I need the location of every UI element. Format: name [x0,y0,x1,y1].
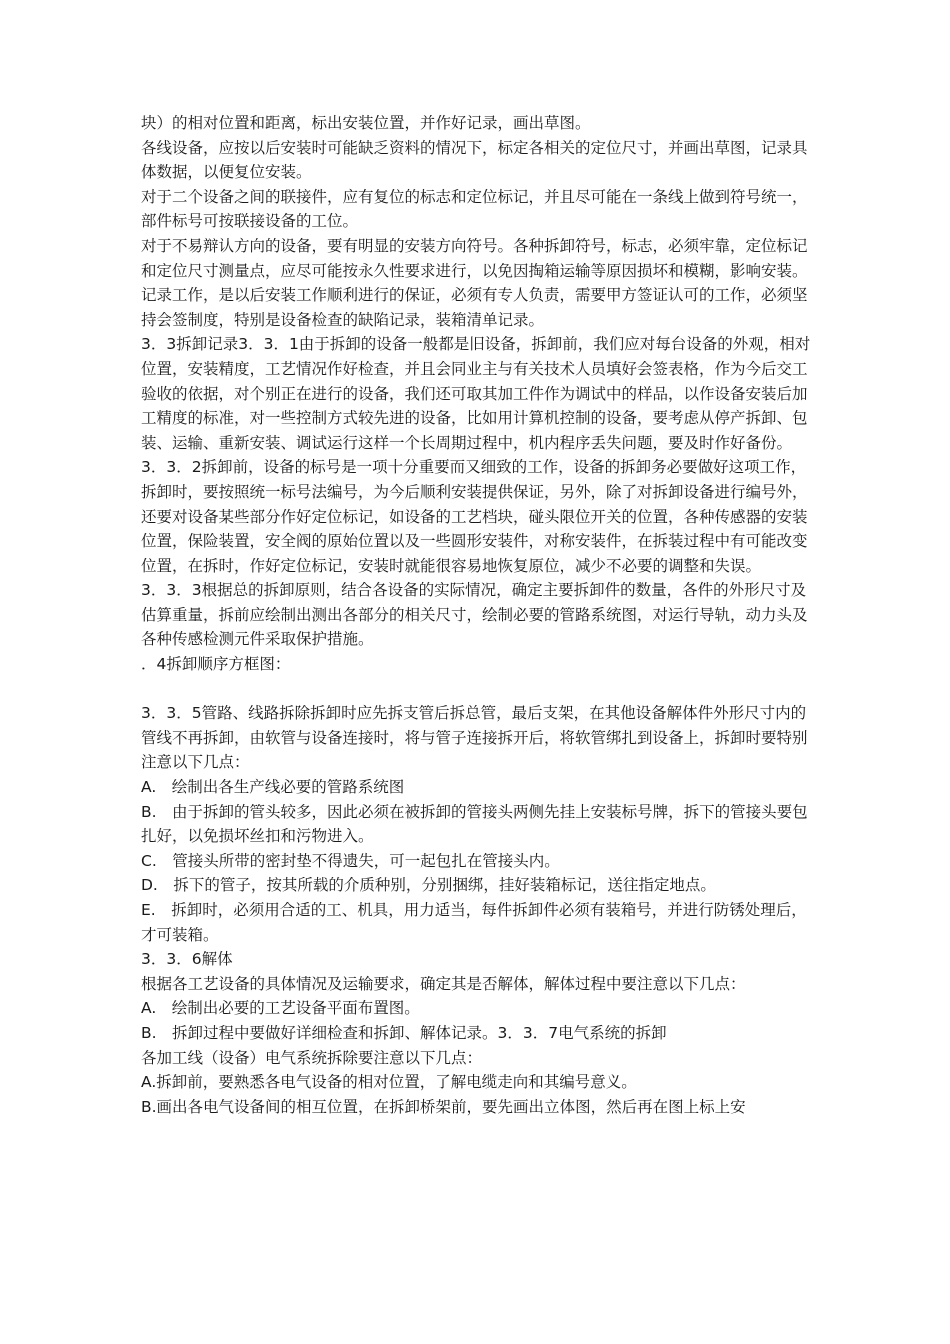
paragraph-16: E. 拆卸时，必须用合适的工、机具，用力适当，每件拆卸件必须有装箱号，并进行防锈处理后，才可装箱。 [141,901,807,944]
paragraph-19: A. 绘制出必要的工艺设备平面布置图。 [141,999,420,1018]
paragraph-7: 3．3．2拆卸前，设备的标号是一项十分重要而又细致的工作，设备的拆卸务必要做好这项工作，拆卸时，要按照统一标号法编号，为今后顺利安装提供保证，另外，除了对拆卸设备进行编号外，还要对设备某些部分作好定位标记，如设备的工艺档块，碰头限位开关的位置，各种传感器的安装位置，保险装置，安全阀的原始位置以及一些圆形安装件，对称安装件，在拆装过程中有可能改变位置，在拆时，作好定位标记，安装时就能很容易地恢复原位，减少不必要的调整和失误。 [141,458,808,575]
paragraph-17: 3．3．6解体 [141,950,233,969]
paragraph-9: ．4拆卸顺序方框图： [141,655,291,674]
paragraph-11: 3．3．5管路、线路拆除拆卸时应先拆支管后拆总管，最后支架，在其他设备解体件外形尺寸内的管线不再拆卸，由软管与设备连接时，将与管子连接拆开后，将软管绑扎到设备上，拆卸时要特别注意以下几点： [141,704,808,772]
paragraph-8: 3．3．3根据总的拆卸原则，结合各设备的实际情况，确定主要拆卸件的数量，各件的外形尺寸及估算重量，拆前应绘制出测出各部分的相关尺寸，绘制必要的管路系统图，对运行导轨，动力头及各种传感检测元件采取保护措施。 [141,581,808,649]
paragraph-2: 各线设备，应按以后安装时可能缺乏资料的情况下，标定各相关的定位尺寸，并画出草图，记录具体数据，以便复位安装。 [141,138,808,182]
paragraph-3: 对于二个设备之间的联接件，应有复位的标志和定位标记，并且尽可能在一条线上做到符号统一，部件标号可按联接设备的工位。 [141,187,808,231]
paragraph-5: 记录工作，是以后安装工作顺利进行的保证，必须有专人负责，需要甲方签证认可的工作，必须坚持会签制度，特别是设备检查的缺陷记录，装箱清单记录。 [141,286,808,329]
paragraph-13: B. 由于拆卸的管头较多，因此必须在被拆卸的管接头两侧先挂上安装标号牌，拆下的管接头要包扎好，以免损坏丝扣和污物进入。 [141,802,808,846]
paragraph-23: B.画出各电气设备间的相互位置，在拆卸桥架前，要先画出立体图，然后再在图上标上安 [141,1097,746,1116]
paragraph-20: B. 拆卸过程中要做好详细检查和拆卸、解体记录。3．3．7电气系统的拆卸 [141,1023,667,1042]
paragraph-4: 对于不易辩认方向的设备，要有明显的安装方向符号。各种拆卸符号，标志，必须牢靠，定位标记和定位尺寸测量点，应尽可能按永久性要求进行，以免因掏箱运输等原因损坏和模糊，影响安装。 [141,236,808,280]
paragraph-22: A.拆卸前，要熟悉各电气设备的相对位置，了解电缆走向和其编号意义。 [141,1073,637,1092]
paragraph-12: A. 绘制出各生产线必要的管路系统图 [141,778,405,797]
paragraph-14: C. 管接头所带的密封垫不得遗失，可一起包扎在管接头内。 [141,851,560,870]
paragraph-6: 3．3拆卸记录3．3．1由于拆卸的设备一般都是旧设备，拆卸前，我们应对每台设备的外观，相对位置，安装精度，工艺情况作好检查，并且会同业主与有关技术人员填好会签表格，作为今后交工验收的依据，对个别正在进行的设备，我们还可取其加工件作为调试中的样品，以作设备安装后加工精度的标准，对一些控制方式较先进的设备，比如用计算机控制的设备，要考虑从停产拆卸、包装、运输、重新安装、调试运行这样一个长周期过程中，机内程序丢失问题，要及时作好备份。 [141,335,811,452]
paragraph-18: 根据各工艺设备的具体情况及运输要求，确定其是否解体，解体过程中要注意以下几点： [141,974,746,993]
document-body [141,111,821,1119]
blank-line [141,677,821,702]
paragraph-1: 块）的相对位置和距离，标出安装位置，并作好记录，画出草图。 [141,114,591,132]
paragraph-15: D. 拆下的管子，按其所载的介质种别，分别捆绑，挂好装箱标记，送往指定地点。 [141,876,716,895]
paragraph-21: 各加工线（设备）电气系统拆除要注意以下几点： [141,1048,483,1067]
